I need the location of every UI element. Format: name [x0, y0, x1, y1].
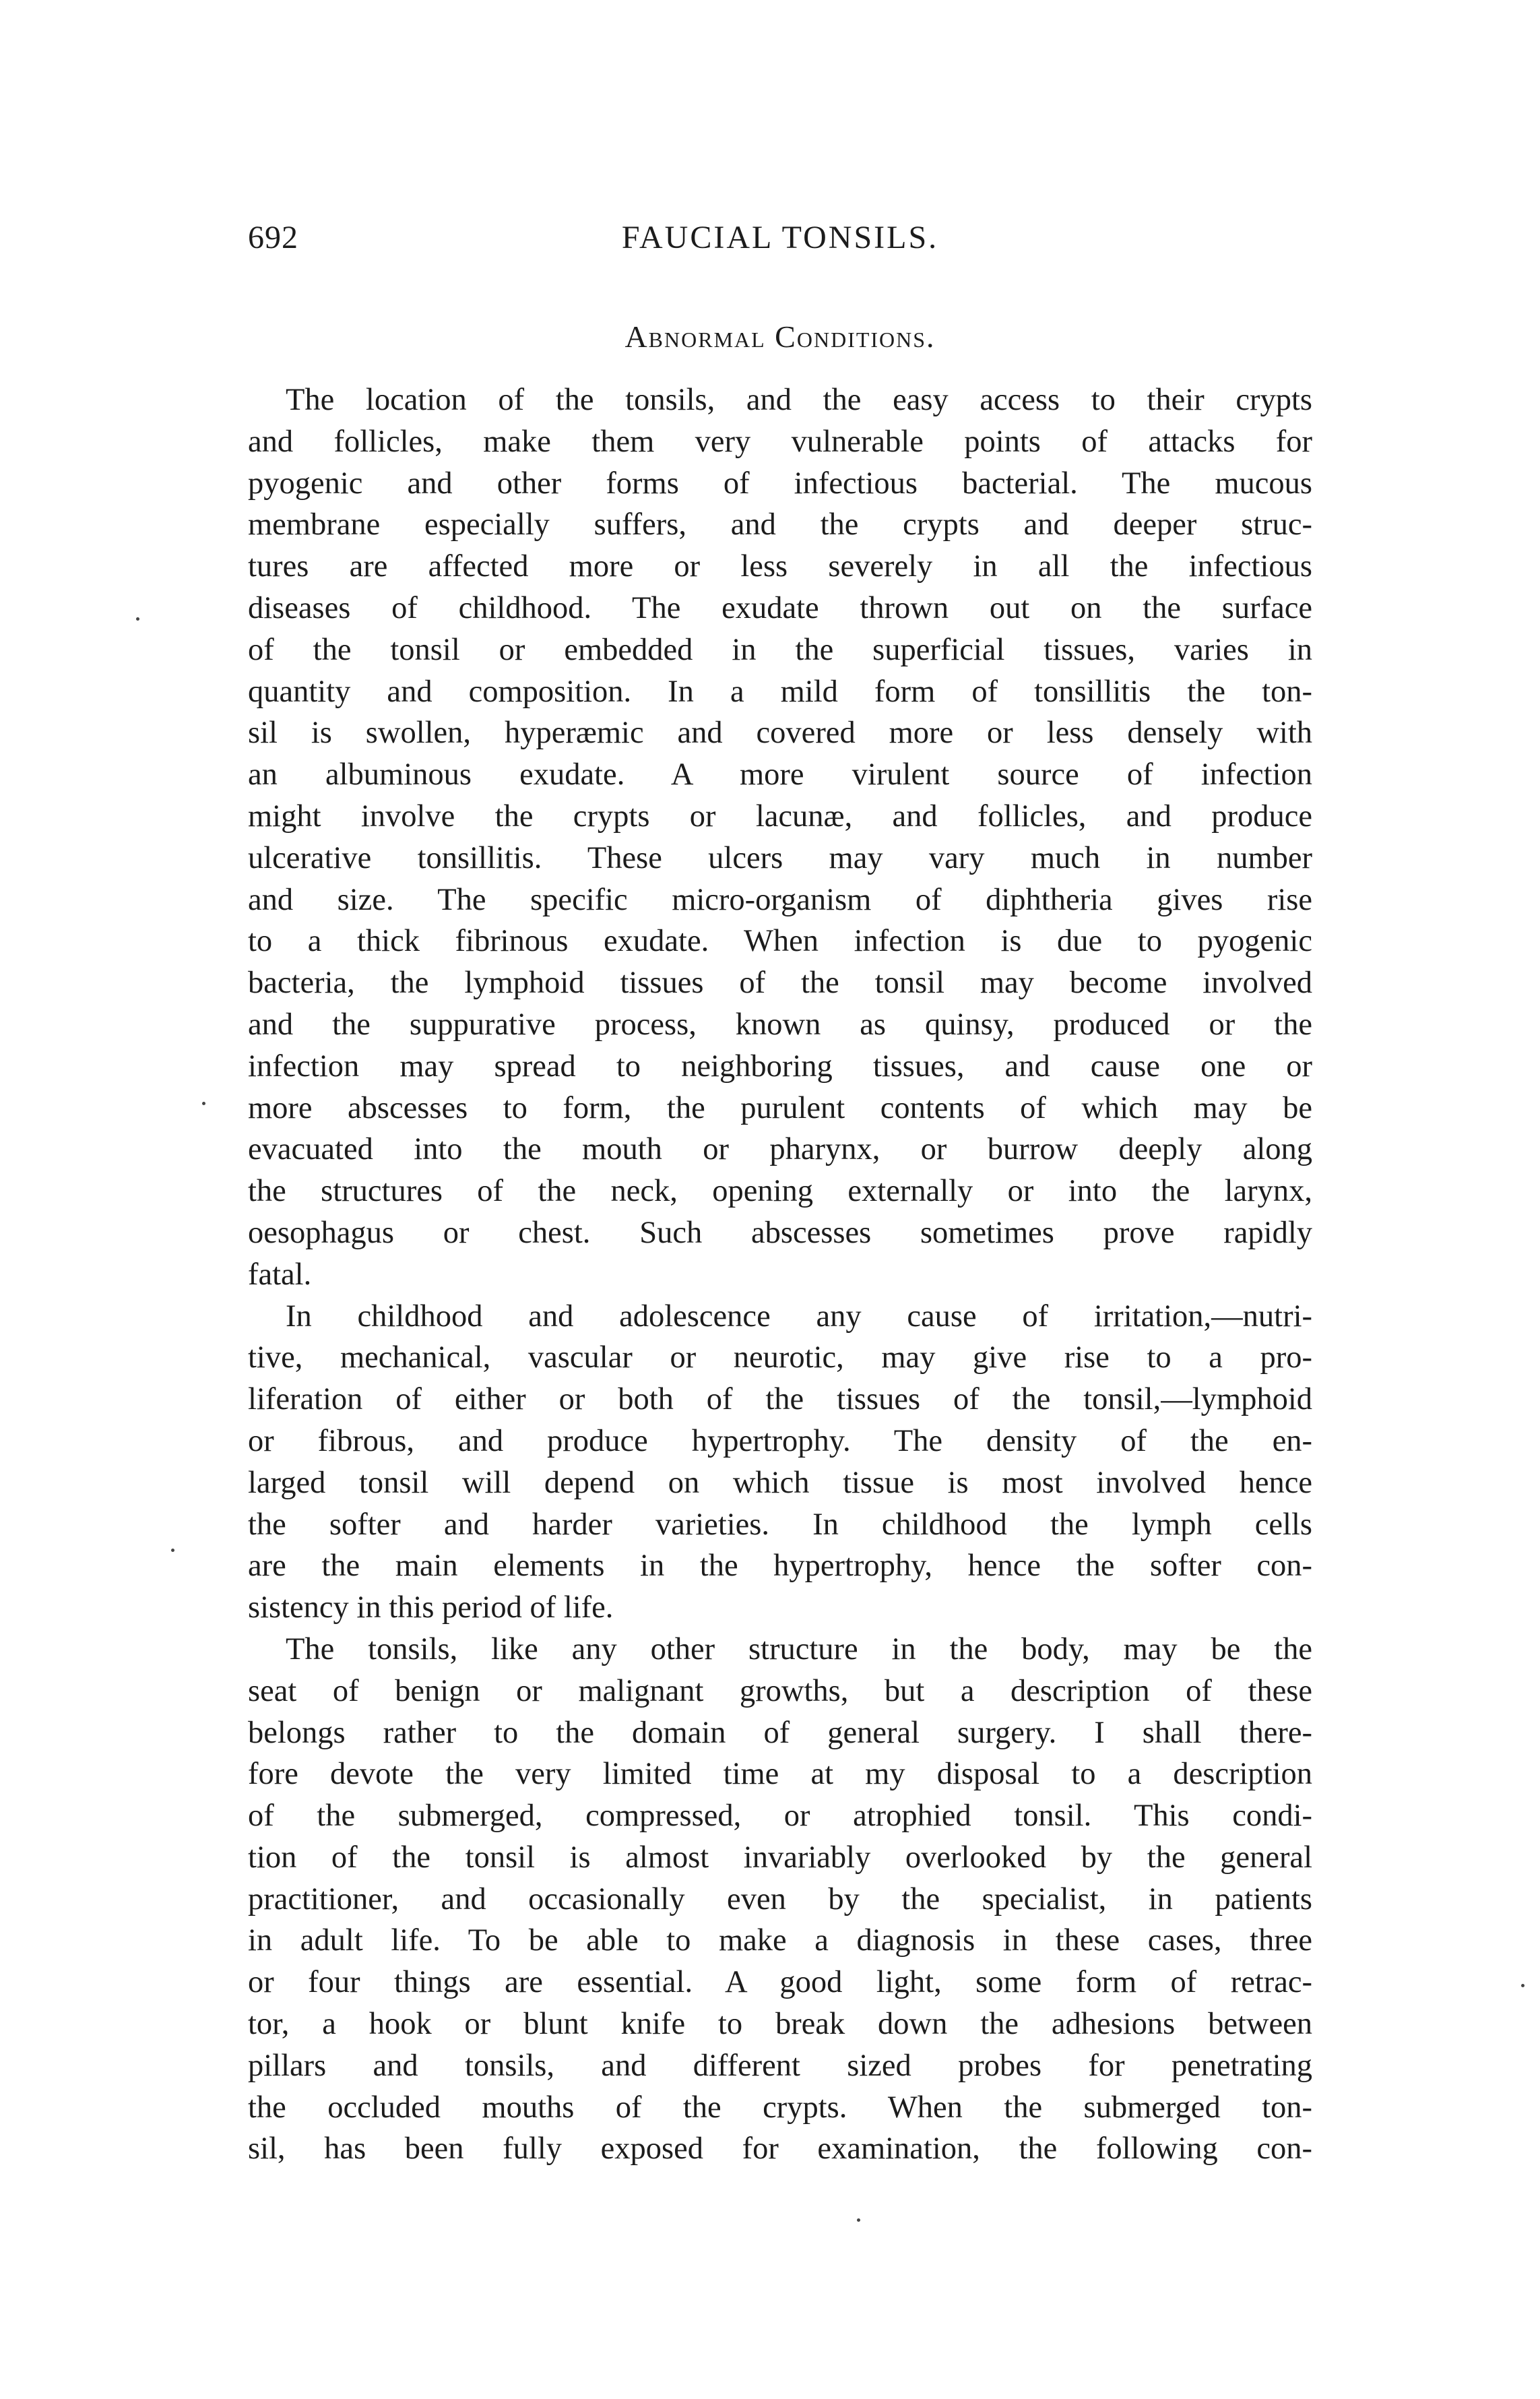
- scan-speck: [136, 617, 139, 621]
- text-line: infection may spread to neighboring tissues, and cause one or: [248, 1049, 1312, 1084]
- running-head: [248, 214, 1312, 261]
- text-line: membrane especially suffers, and the crypts and deeper struc-: [248, 507, 1312, 542]
- text-line: and size. The specific micro-organism of diphtheria gives rise: [248, 882, 1312, 917]
- page-number: 692: [248, 220, 298, 255]
- scan-speck: [857, 2218, 860, 2222]
- scan-speck: [1521, 1984, 1525, 1987]
- text-line: more abscesses to form, the purulent contents of which may be: [248, 1090, 1312, 1125]
- text-line: larged tonsil will depend on which tissue is most involved hence: [248, 1465, 1312, 1500]
- text-line: the occluded mouths of the crypts. When the submerged ton-: [248, 2090, 1312, 2125]
- text-line: or four things are essential. A good light, some form of retrac-: [248, 1965, 1312, 2000]
- text-line: in adult life. To be able to make a diagnosis in these cases, three: [248, 1923, 1312, 1958]
- running-title: FAUCIAL TONSILS.: [621, 220, 939, 255]
- text-line: oesophagus or chest. Such abscesses sometimes prove rapidly: [248, 1215, 1312, 1250]
- text-line: sil, has been fully exposed for examination, the following con-: [248, 2131, 1312, 2167]
- text-line: might involve the crypts or lacunæ, and follicles, and produce: [248, 799, 1312, 834]
- text-line: or fibrous, and produce hypertrophy. The density of the en-: [248, 1423, 1312, 1458]
- text-line: tor, a hook or blunt knife to break down the adhesions between: [248, 2007, 1312, 2042]
- text-line: liferation of either or both of the tissues of the tonsil,—lymphoid: [248, 1382, 1312, 1417]
- text-line: seat of benign or malignant growths, but a description of these: [248, 1673, 1312, 1708]
- text-line: to a thick fibrinous exudate. When infection is due to pyogenic: [248, 924, 1312, 959]
- text-line: and follicles, make them very vulnerable points of attacks for: [248, 424, 1312, 459]
- text-line: The tonsils, like any other structure in the body, may be the: [286, 1631, 1312, 1666]
- text-line: tion of the tonsil is almost invariably overlooked by the general: [248, 1840, 1312, 1875]
- scan-speck: [171, 1549, 174, 1552]
- section-heading: Abnormal Conditions.: [624, 319, 936, 354]
- text-line: of the submerged, compressed, or atrophied tonsil. This condi-: [248, 1799, 1312, 1834]
- text-line: The location of the tonsils, and the easy access to their crypts: [286, 383, 1312, 417]
- body-text: [248, 379, 1312, 2170]
- text-line: an albuminous exudate. A more virulent source of infection: [248, 757, 1312, 792]
- text-line: ulcerative tonsillitis. These ulcers may vary much in number: [248, 840, 1312, 875]
- text-line: tures are affected more or less severely in all the infectious: [248, 549, 1312, 584]
- text-line: the structures of the neck, opening externally or into the larynx,: [248, 1174, 1312, 1209]
- text-line: sil is swollen, hyperæmic and covered more or less densely with: [248, 716, 1312, 751]
- text-line: evacuated into the mouth or pharynx, or burrow deeply along: [248, 1132, 1312, 1167]
- scan-speck: [202, 1102, 205, 1105]
- text-line: and the suppurative process, known as quinsy, produced or the: [248, 1007, 1312, 1042]
- text-line: of the tonsil or embedded in the superficial tissues, varies in: [248, 632, 1312, 667]
- text-line: pyogenic and other forms of infectious bacterial. The mucous: [248, 466, 1312, 501]
- text-line: sistency in this period of life.: [248, 1590, 614, 1625]
- text-line: are the main elements in the hypertrophy, hence the softer con-: [248, 1549, 1312, 1584]
- text-line: belongs rather to the domain of general surgery. I shall there-: [248, 1715, 1312, 1750]
- text-line: tive, mechanical, vascular or neurotic, may give rise to a pro-: [248, 1340, 1312, 1375]
- text-line: fatal.: [248, 1257, 312, 1292]
- text-line: practitioner, and occasionally even by the specialist, in patients: [248, 1881, 1312, 1917]
- text-line: pillars and tonsils, and different sized probes for penetrating: [248, 2048, 1312, 2083]
- text-line: diseases of childhood. The exudate thrown out on the surface: [248, 590, 1312, 625]
- text-line: bacteria, the lymphoid tissues of the tonsil may become involved: [248, 966, 1312, 1001]
- text-line: quantity and composition. In a mild form of tonsillitis the ton-: [248, 674, 1312, 709]
- text-line: In childhood and adolescence any cause of irritation,—nutri-: [286, 1299, 1312, 1334]
- text-line: the softer and harder varieties. In childhood the lymph cells: [248, 1507, 1312, 1542]
- text-line: fore devote the very limited time at my disposal to a description: [248, 1757, 1312, 1792]
